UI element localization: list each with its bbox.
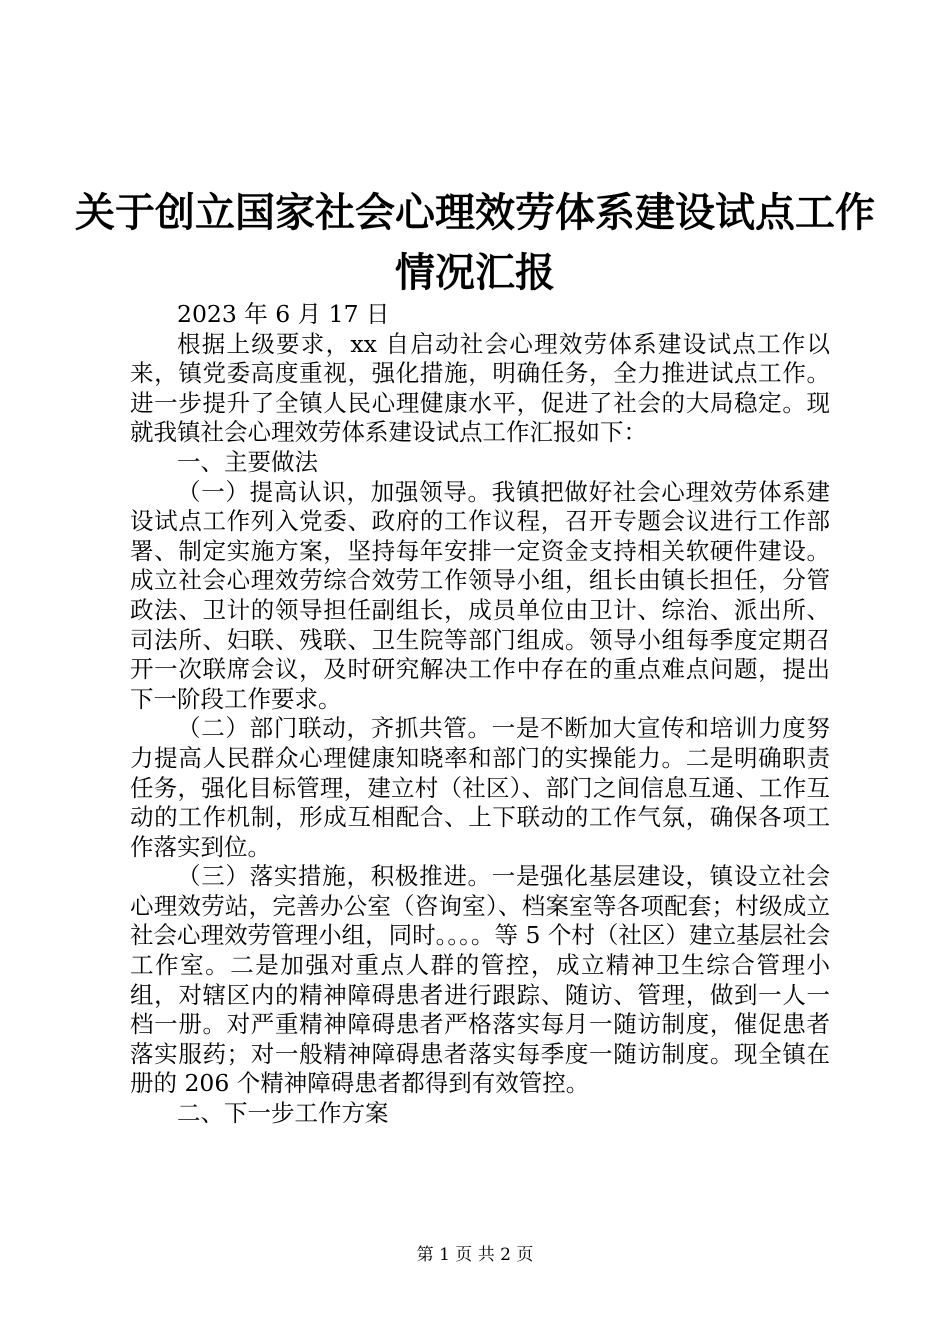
- paragraph-leadership: （一）提高认识，加强领导。我镇把做好社会心理效劳体系建设试点工作列入党委、政府的工作议程，召开专题会议进行工作部署、制定实施方案，坚持每年安排一定资金支持相关软硬件建设。成立社会心理效劳综合效劳工作领导小组，组长由镇长担任，分管政法、卫计的领导担任副组长，成员单位由卫计、综治、派出所、司法所、妇联、残联、卫生院等部门组成。领导小组每季度定期召开一次联席会议，及时研究解决工作中存在的重点难点问题，提出下一阶段工作要求。: [130, 477, 830, 713]
- intro-paragraph: 根据上级要求，xx 自启动社会心理效劳体系建设试点工作以来，镇党委高度重视，强化措施，明确任务，全力推进试点工作。进一步提升了全镇人民心理健康水平，促进了社会的大局稳定。现就我镇社会心理效劳体系建设试点工作汇报如下：: [130, 329, 830, 447]
- section-heading-next-steps: 二、下一步工作方案: [177, 1099, 389, 1128]
- document-date: 2023 年 6 月 17 日: [177, 300, 390, 328]
- page-footer: 第 1 页 共 2 页: [416, 1245, 534, 1265]
- document-body: [130, 300, 830, 1129]
- document-title-line-1: 关于创立国家社会心理效劳体系建设试点工作: [75, 190, 875, 236]
- paragraph-implementation-measures: （三）落实措施，积极推进。一是强化基层建设，镇设立社会心理效劳站，完善办公室（咨询室）、档案室等各项配套；村级成立社会心理效劳管理小组，同时。。。。等 5 个村（社区）建立基层社会工作室。二是加强对重点人群的管控，成立精神卫生综合管理小组，对辖区内的精神障碍患者进行跟踪、随访、管理，做到一人一档一册。对严重精神障碍患者严格落实每月一随访制度，催促患者落实服药；对一般精神障碍患者落实每季度一随访制度。现全镇在册的 206 个精神障碍患者都得到有效管控。: [130, 862, 830, 1098]
- paragraph-department-linkage: （二）部门联动，齐抓共管。一是不断加大宣传和培训力度努力提高人民群众心理健康知晓率和部门的实操能力。二是明确职责任务，强化目标管理，建立村（社区）、部门之间信息互通、工作互动的工作机制，形成互相配合、上下联动的工作气氛，确保各项工作落实到位。: [130, 714, 830, 861]
- section-heading-main-practices: 一、主要做法: [177, 447, 318, 476]
- document-title-line-2: 情况汇报: [395, 250, 555, 296]
